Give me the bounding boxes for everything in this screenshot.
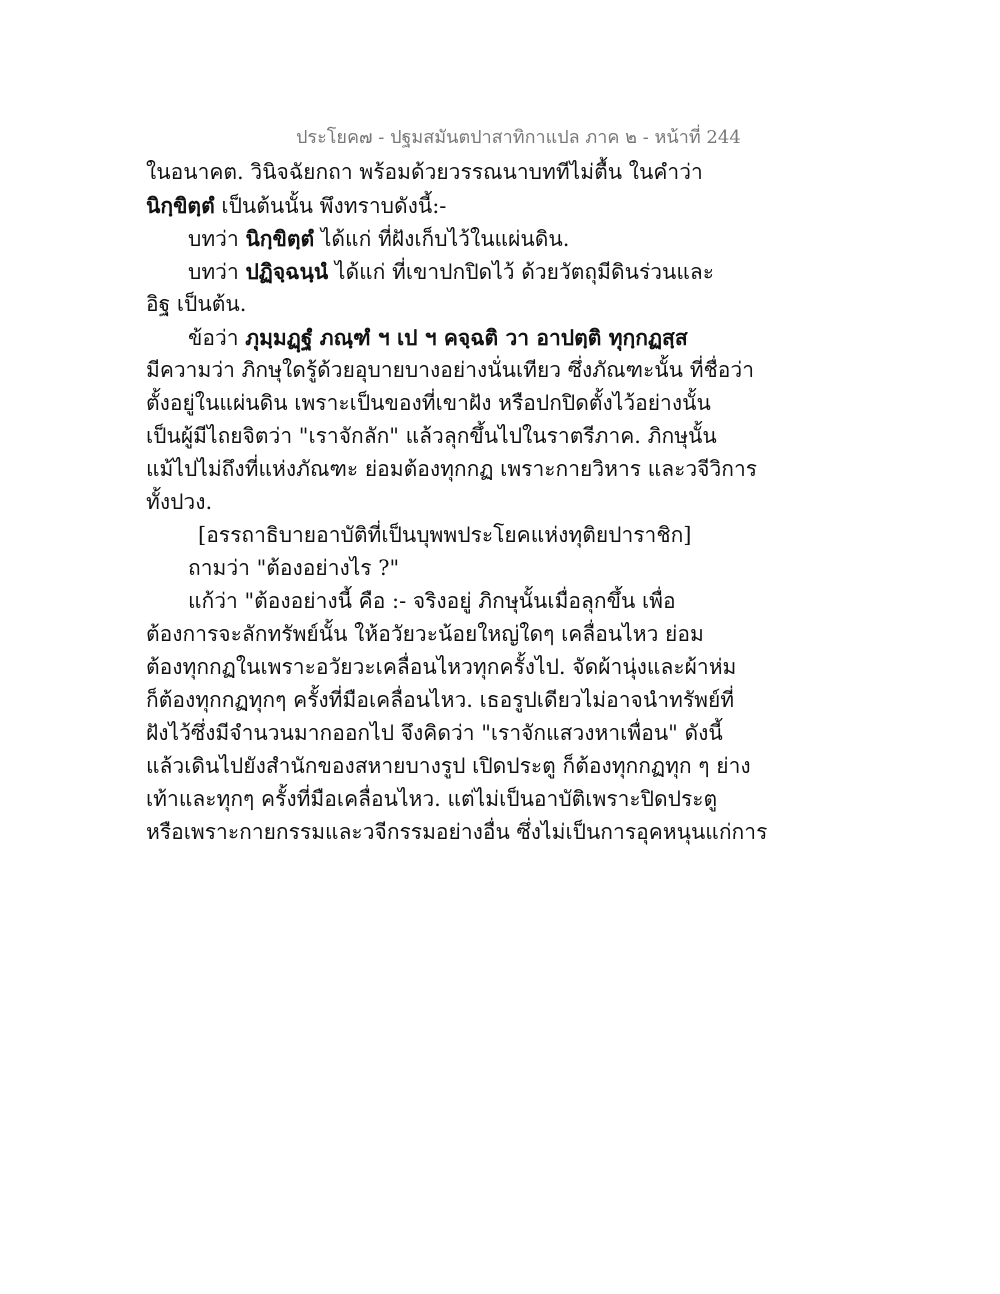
text-line: หรือเพราะกายกรรมและวจีกรรมอย่างอื่น ซึ่งไม่เป็นการอุคหนุนแก่การ: [146, 820, 768, 844]
section-heading: [อรรถาธิบายอาบัติที่เป็นบุพพประโยคแห่งทุติยปาราชิก]: [198, 523, 692, 547]
text-line: ตั้งอยู่ในแผ่นดิน เพราะเป็นของที่เขาฝัง หรือปกปิดตั้งไว้อย่างนั้น: [146, 391, 711, 415]
text-line: ในอนาคต. วินิจฉัยกถา พร้อมด้วยวรรณนาบททีไม่ตื้น ในคำว่า: [146, 160, 703, 184]
text-line: ฝังไว้ซึ่งมีจำนวนมากออกไป จึงคิดว่า "เราจักแสวงหาเพื่อน" ดังนี้: [146, 721, 723, 745]
body-text: [146, 156, 768, 849]
pali-term: นิกฺขิตฺตํ: [146, 193, 215, 218]
text-line: ถามว่า "ต้องอย่างไร ?": [188, 556, 400, 580]
text-line: ทั้งปวง.: [146, 490, 213, 514]
text-line: แล้วเดินไปยังสำนักของสหายบางรูป เปิดประตู ก็ต้องทุกกฏทุก ๆ ย่าง: [146, 754, 751, 778]
text-line: [146, 255, 716, 288]
lead-word: บทว่า: [188, 260, 239, 284]
text-line: อิฐ เป็นต้น.: [146, 292, 247, 316]
text-line: ก็ต้องทุกกฏทุกๆ ครั้งที่มือเคลื่อนไหว. เธอรูปเดียวไม่อาจนำทรัพย์ที่: [146, 688, 735, 712]
text-line: แม้ไปไม่ถึงที่แห่งภัณฑะ ย่อมต้องทุกกฏ เพราะกายวิหาร และวจีวิการ: [146, 457, 758, 481]
text-line: เป็นผู้มีไถยจิตว่า "เราจักลัก" แล้วลุกขึ้นไปในราตรีภาค. ภิกษุนั้น: [146, 424, 717, 448]
text-line: เท้าและทุกๆ ครั้งที่มือเคลื่อนไหว. แต่ไม่เป็นอาบัติเพราะปิดประตู: [146, 787, 718, 811]
lead-word: ข้อว่า: [188, 326, 239, 350]
pali-quote: ภุมฺมฏฺฐํ ภณฺฑํ ฯ เป ฯ คจฺฉติ วา อาปตฺติ ทุกฺกฏสฺส: [245, 325, 688, 350]
line-text: ได้แก่ ที่เขาปกปิดไว้ ด้วยวัตถุมีดินร่วนและ: [334, 260, 715, 284]
pali-term: ปฏิจฺฉนฺนํ: [245, 259, 329, 284]
text-line: [146, 189, 716, 222]
text-line: แก้ว่า "ต้องอย่างนี้ คือ :- จริงอยู่ ภิกษุนั้นเมื่อลุกขึ้น เพื่อ: [188, 589, 676, 613]
pali-term: นิกฺขิตฺตํ: [245, 226, 315, 251]
lead-word: บทว่า: [188, 227, 239, 251]
text-line: [146, 321, 716, 354]
text-line: ต้องทุกกฏในเพราะอวัยวะเคลื่อนไหวทุกครั้งไป. จัดผ้านุ่งและผ้าห่ม: [146, 655, 737, 679]
text-line: มีความว่า ภิกษุใดรู้ด้วยอุบายบางอย่างนั่นเทียว ซึ่งภัณฑะนั้น ที่ชื่อว่า: [146, 358, 754, 382]
text-line: ต้องการจะลักทรัพย์นั้น ให้อวัยวะน้อยใหญ่ใดๆ เคลื่อนไหว ย่อม: [146, 622, 704, 646]
line-text: เป็นต้นนั้น พึงทราบดังนี้:-: [221, 194, 447, 218]
running-header: ประโยค๗ - ปฐมสมันตปาสาทิกาแปล ภาค ๒ - หน้าที่ 244: [296, 127, 741, 148]
text-line: [146, 222, 716, 255]
line-text: ได้แก่ ที่ฝังเก็บไว้ในแผ่นดิน.: [320, 227, 570, 251]
